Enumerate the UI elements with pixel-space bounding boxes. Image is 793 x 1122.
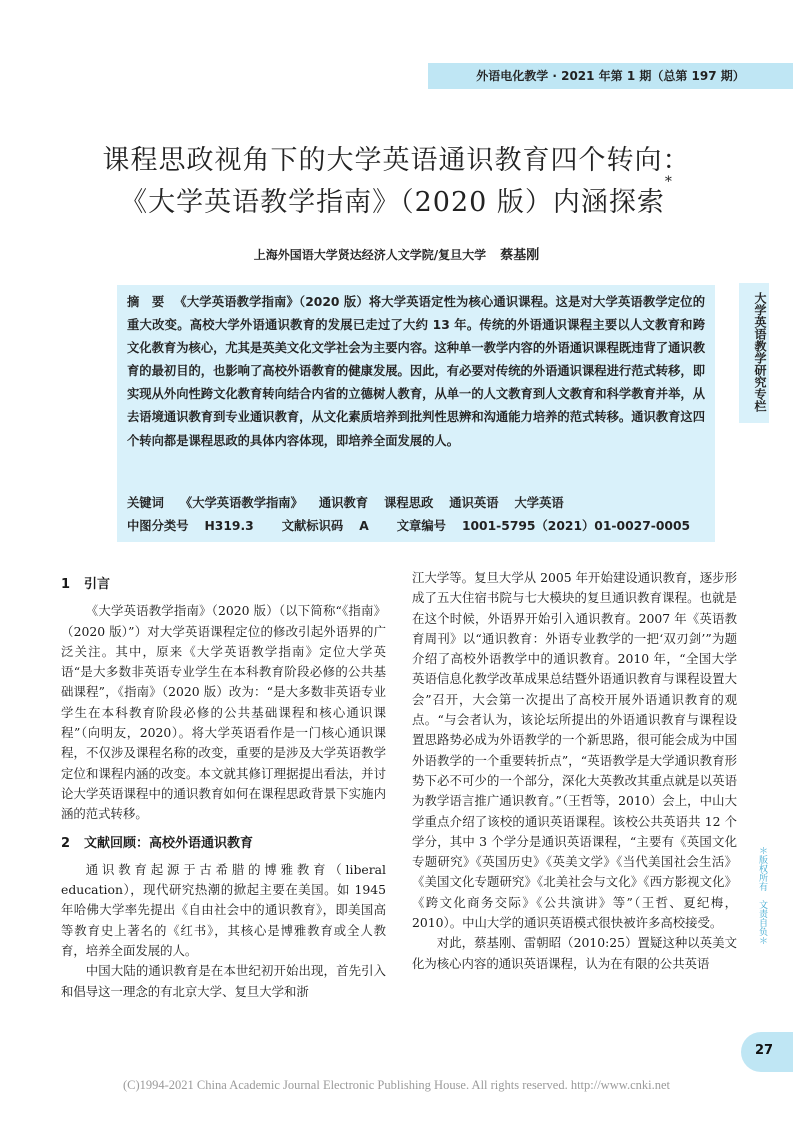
paragraph: 对此，蔡基刚、雷朝昭（2010:25）置疑这种以英美文化为核心内容的通识英语课程，认为在有限的公共英语: [412, 935, 737, 971]
author-affiliation: 上海外国语大学贤达经济人文学院/复旦大学: [253, 248, 487, 262]
clc-value: H319.3: [204, 519, 254, 533]
author-line: [40, 244, 753, 263]
keywords: [127, 493, 580, 511]
copyright-footer: (C)1994-2021 China Academic Journal Electronic Publishing House. All rights reserved. http://www.cnki.net: [122, 1078, 670, 1092]
column-sidebar: [739, 283, 769, 423]
section-number: 1: [61, 577, 71, 592]
section-title: 引言: [84, 577, 111, 592]
left-column: [61, 568, 386, 1002]
classification-line: [127, 516, 706, 534]
author-name: 蔡基刚: [500, 248, 540, 263]
abstract-text: 《大学英语教学指南》（2020 版）将大学英语定性为核心通识课程。这是对大学英语教学定位的重大改变。高校大学外语通识教育的发展已走过了大约 13 年。传统的外语通识课程主要以人文教育和跨文化教育为核心，尤其是英美文化文学社会为主要内容。这种单一教学内容的外语通识课程既违背了通识教育的最初目的，也影响了高校外语教育的健康发展。因此，有必要对传统的外语通识课程进行范式转移，即实现从外向性跨文化教育转向结合内省的立德树人教育，从单一的人文教育到人文教育和科学教育并举，从去语境通识教育到专业通识教育，从文化素质培养到批判性思辨和沟通能力培养的范式转移。通识教育这四个转向都是课程思政的具体内容体现，即培养全面发展的人。: [127, 295, 705, 448]
article-number-value: 1001-5795（2021）01-0027-0005: [461, 519, 691, 533]
journal-header: 外语电化教学 · 2021 年第 1 期（总第 197 期）: [476, 69, 745, 83]
article-number-label: 文章编号: [396, 519, 446, 533]
right-column: [412, 568, 737, 974]
section-title: 文献回顾：高校外语通识教育: [84, 835, 254, 851]
abstract: [127, 291, 705, 453]
clc-label: 中图分类号: [127, 519, 189, 533]
page-number-tab: [741, 1032, 793, 1072]
section-heading: [61, 834, 386, 854]
column-name: 大学英语教学研究专栏: [753, 292, 767, 412]
paragraph: 《大学英语教学指南》（2020 版）（以下简称“《指南》（2020 版）”）对大学英语课程定位的修改引起外语界的广泛关注。其中，原来《大学英语教学指南》定位大学英语“是大多数非英语专业学生在本科教育阶段必修的公共基础课程”，《指南》（2020 版）改为：“是大多数非英语专业学生在本科教育阶段必修的公共基础课程和核心通识课程”（向明友，2020）。将大学英语看作是一门核心通识课程，不仅涉及课程名称的改变，重要的是涉及大学英语教学定位和课程内涵的改变。本文就其修订理据提出看法，并讨论大学英语课程中的通识教育如何在课程思政背景下实施内涵的范式转移。: [61, 603, 386, 822]
page-number: 27: [755, 1043, 774, 1058]
article-title-line1: 课程思政视角下的大学英语通识教育四个转向：: [102, 145, 691, 176]
copyright-stamp: ＊版权所有 文责自负＊: [757, 846, 767, 945]
title-footnote-mark: *: [664, 174, 673, 190]
section-number: 2: [61, 835, 71, 851]
keyword: 课程思政: [384, 496, 434, 510]
article-title-line2-text: 《大学英语教学指南》（2020 版）内涵探索: [120, 187, 665, 218]
keywords-label: 关键词: [127, 496, 164, 510]
paragraph: 通识教育起源于古希腊的博雅教育（liberal education），现代研究热潮的掀起主要在美国。如 1945 年哈佛大学率先提出《自由社会中的通识教育》，即美国高等教育史上著名的《红书》，其核心是博雅教育或全人教育，培养全面发展的人。: [61, 861, 386, 959]
section-heading: [61, 575, 386, 595]
abstract-label: 摘 要: [127, 295, 165, 309]
keyword: 通识教育: [318, 496, 369, 510]
keyword: 《大学英语教学指南》: [179, 496, 303, 510]
doc-code-value: A: [359, 519, 369, 533]
journal-header-band: [428, 63, 793, 89]
article-title-line2: [40, 174, 753, 219]
paragraph: 江大学等。复旦大学从 2005 年开始建设通识教育，逐步形成了五大住宿书院与七大模块的复旦通识教育课程。也就是在这个时候，外语界开始引入通识教育。2007 年《英语教育周刊》以“通识教育：外语专业教学的一把‘双刃剑’”为题介绍了高校外语教学中的通识教育。2010 年，“全国大学英语信息化教学改革成果总结暨外语通识教育与课程设置大会”召开，大会第一次提出了高校开展外语通识教育的观点。“与会者认为，该论坛所提出的外语通识教育与课程设置思路势必成为外语教学的一个新思路，很可能会成为中国外语教学的一个重要转折点”，“英语教学是大学通识教育形势下必不可少的一个部分，深化大英教改其重点就是以英语为教学语言推广通识教育。”（王哲等，2010）会上，中山大学重点介绍了该校的通识英语课程。该校公共英语共 12 个学分，其中 3 个学分是通识英语课程，“主要有《英国文化专题研究》《英国历史》《英美文学》《当代美国社会生活》《美国文化专题研究》《北美社会与文化》《西方影视文化》《跨文化商务交际》《公共演讲》等”（王哲、夏纪梅，2010）。中山大学的通识英语模式很快被许多高校接受。: [412, 570, 737, 931]
keyword: 通识英语: [449, 496, 499, 510]
paragraph: 中国大陆的通识教育是在本世纪初开始出现，首先引入和倡导这一理念的有北京大学、复旦大学和浙: [61, 963, 386, 999]
keyword: 大学英语: [514, 496, 564, 510]
doc-code-label: 文献标识码: [281, 519, 344, 533]
